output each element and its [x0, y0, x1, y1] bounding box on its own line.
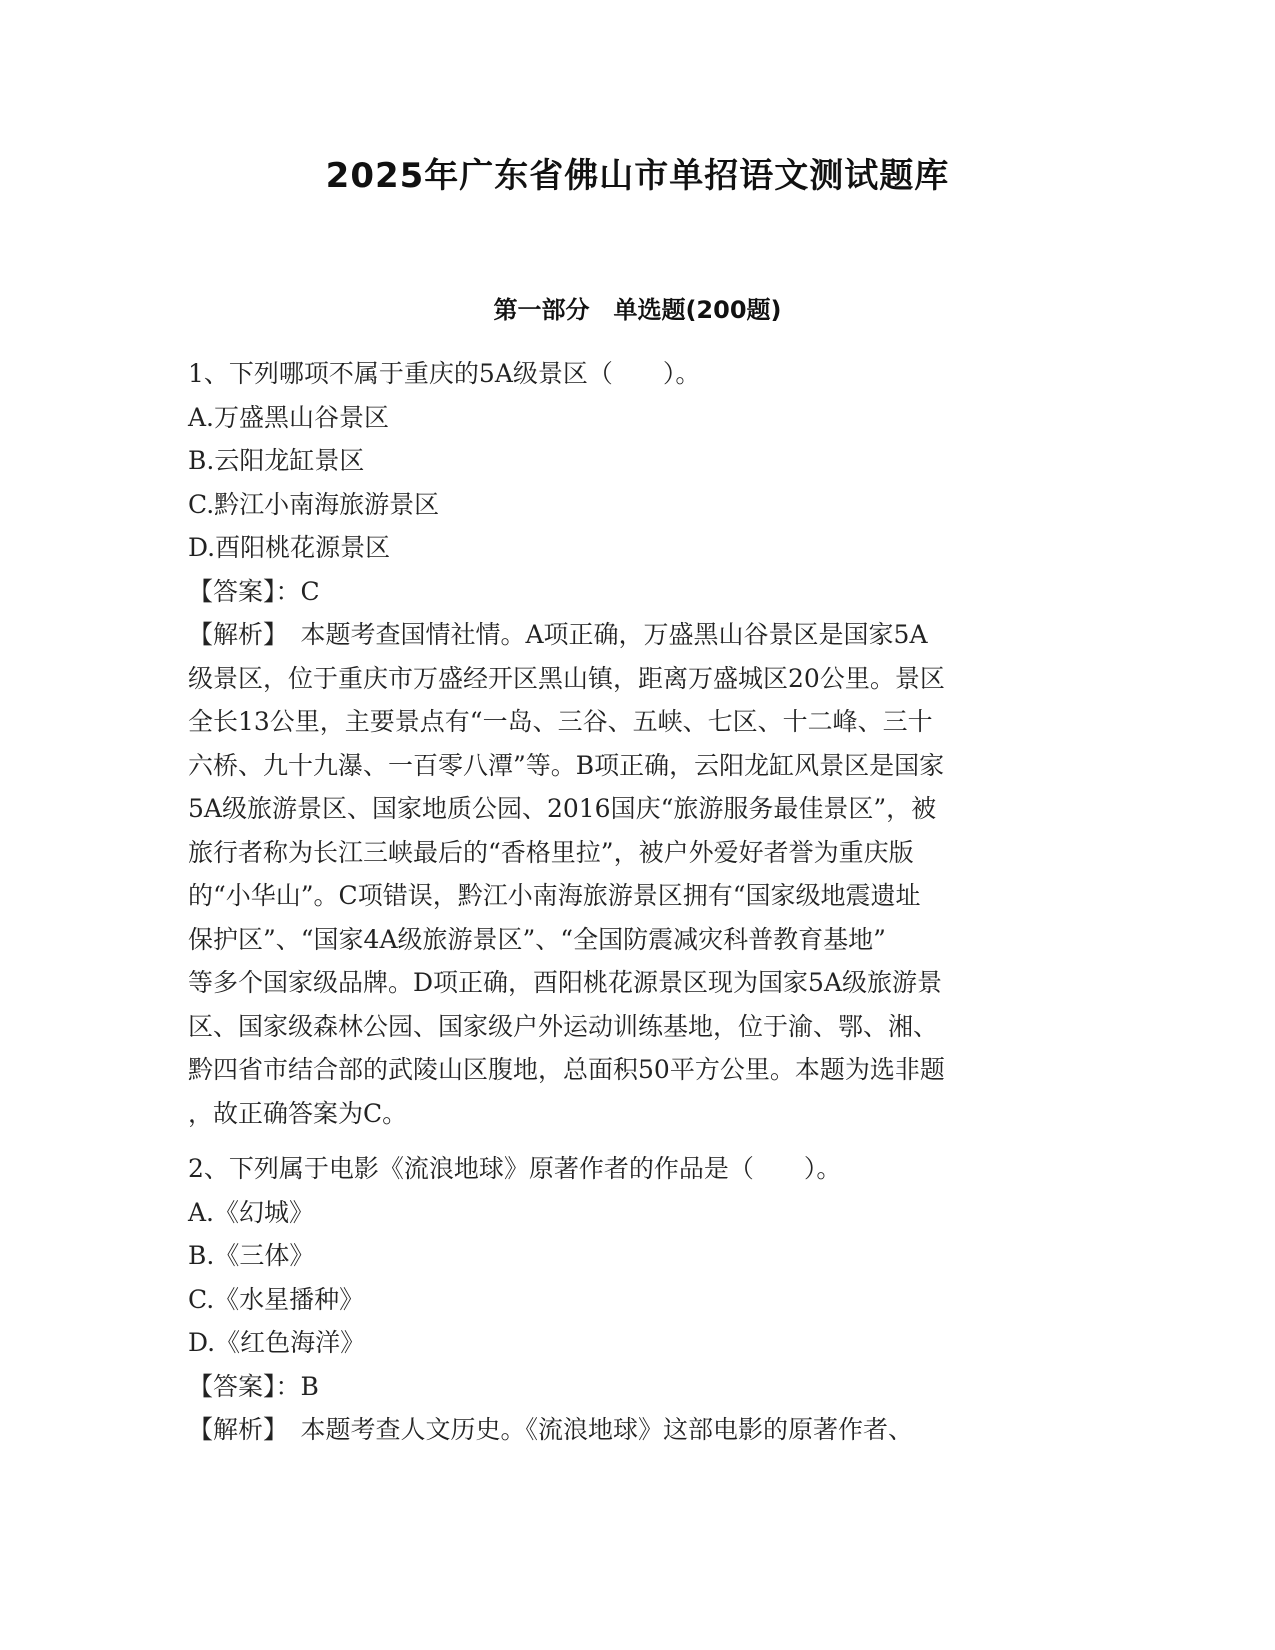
- analysis-line: 5A级旅游景区、国家地质公园、2016国庆“旅游服务最佳景区”，被: [188, 794, 937, 823]
- analysis-line: 【解析】 本题考查人文历史。《流浪地球》这部电影的原著作者、: [188, 1415, 914, 1444]
- option-c: C.《水星播种》: [188, 1284, 365, 1314]
- question-item: [188, 1147, 1088, 1452]
- analysis-line: 【解析】 本题考查国情社情。A项正确，万盛黑山谷景区是国家5A: [188, 620, 928, 649]
- answer-line: 【答案】：C: [188, 576, 320, 606]
- analysis-line: ，故正确答案为C。: [188, 1098, 408, 1128]
- question-list: [188, 352, 1088, 1452]
- option-a: A.万盛黑山谷景区: [188, 402, 390, 432]
- analysis-line: 黔四省市结合部的武陵山区腹地，总面积50平方公里。本题为选非题: [188, 1055, 945, 1084]
- analysis-line: 全长13公里，主要景点有“一岛、三谷、五峡、七区、十二峰、三十: [188, 707, 933, 736]
- analysis: [188, 613, 1088, 1135]
- analysis-line: 旅行者称为长江三峡最后的“香格里拉”，被户外爱好者誉为重庆版: [188, 837, 914, 867]
- option-a: A.《幻城》: [188, 1197, 315, 1227]
- answer-line: 【答案】：B: [188, 1371, 319, 1401]
- analysis-line: 六桥、九十九瀑、一百零八潭”等。B项正确，云阳龙缸风景区是国家: [188, 750, 945, 780]
- analysis-line: 保护区”、“国家4A级旅游景区”、“全国防震减灾科普教育基地”: [188, 924, 886, 954]
- question-item: [188, 352, 1088, 1135]
- document-title: 2025年广东省佛山市单招语文测试题库: [325, 156, 950, 196]
- analysis: [188, 1408, 1088, 1452]
- section-heading: 第一部分 单选题(200题): [493, 296, 782, 324]
- analysis-line: 等多个国家级品牌。D项正确，酉阳桃花源景区现为国家5A级旅游景: [188, 968, 943, 997]
- question-stem: 2、下列属于电影《流浪地球》原著作者的作品是（ ）。: [188, 1154, 842, 1183]
- option-c: C.黔江小南海旅游景区: [188, 489, 440, 519]
- analysis-line: 区、国家级森林公园、国家级户外运动训练基地，位于渝、鄂、湘、: [188, 1011, 939, 1041]
- option-d: D.酉阳桃花源景区: [188, 533, 391, 562]
- question-stem: 1、下列哪项不属于重庆的5A级景区（ ）。: [188, 359, 701, 388]
- analysis-line: 的“小华山”。C项错误，黔江小南海旅游景区拥有“国家级地震遗址: [188, 881, 921, 910]
- option-d: D.《红色海洋》: [188, 1328, 366, 1357]
- option-b: B.《三体》: [188, 1241, 315, 1270]
- option-b: B.云阳龙缸景区: [188, 446, 365, 475]
- analysis-line: 级景区，位于重庆市万盛经开区黑山镇，距离万盛城区20公里。景区: [188, 663, 945, 693]
